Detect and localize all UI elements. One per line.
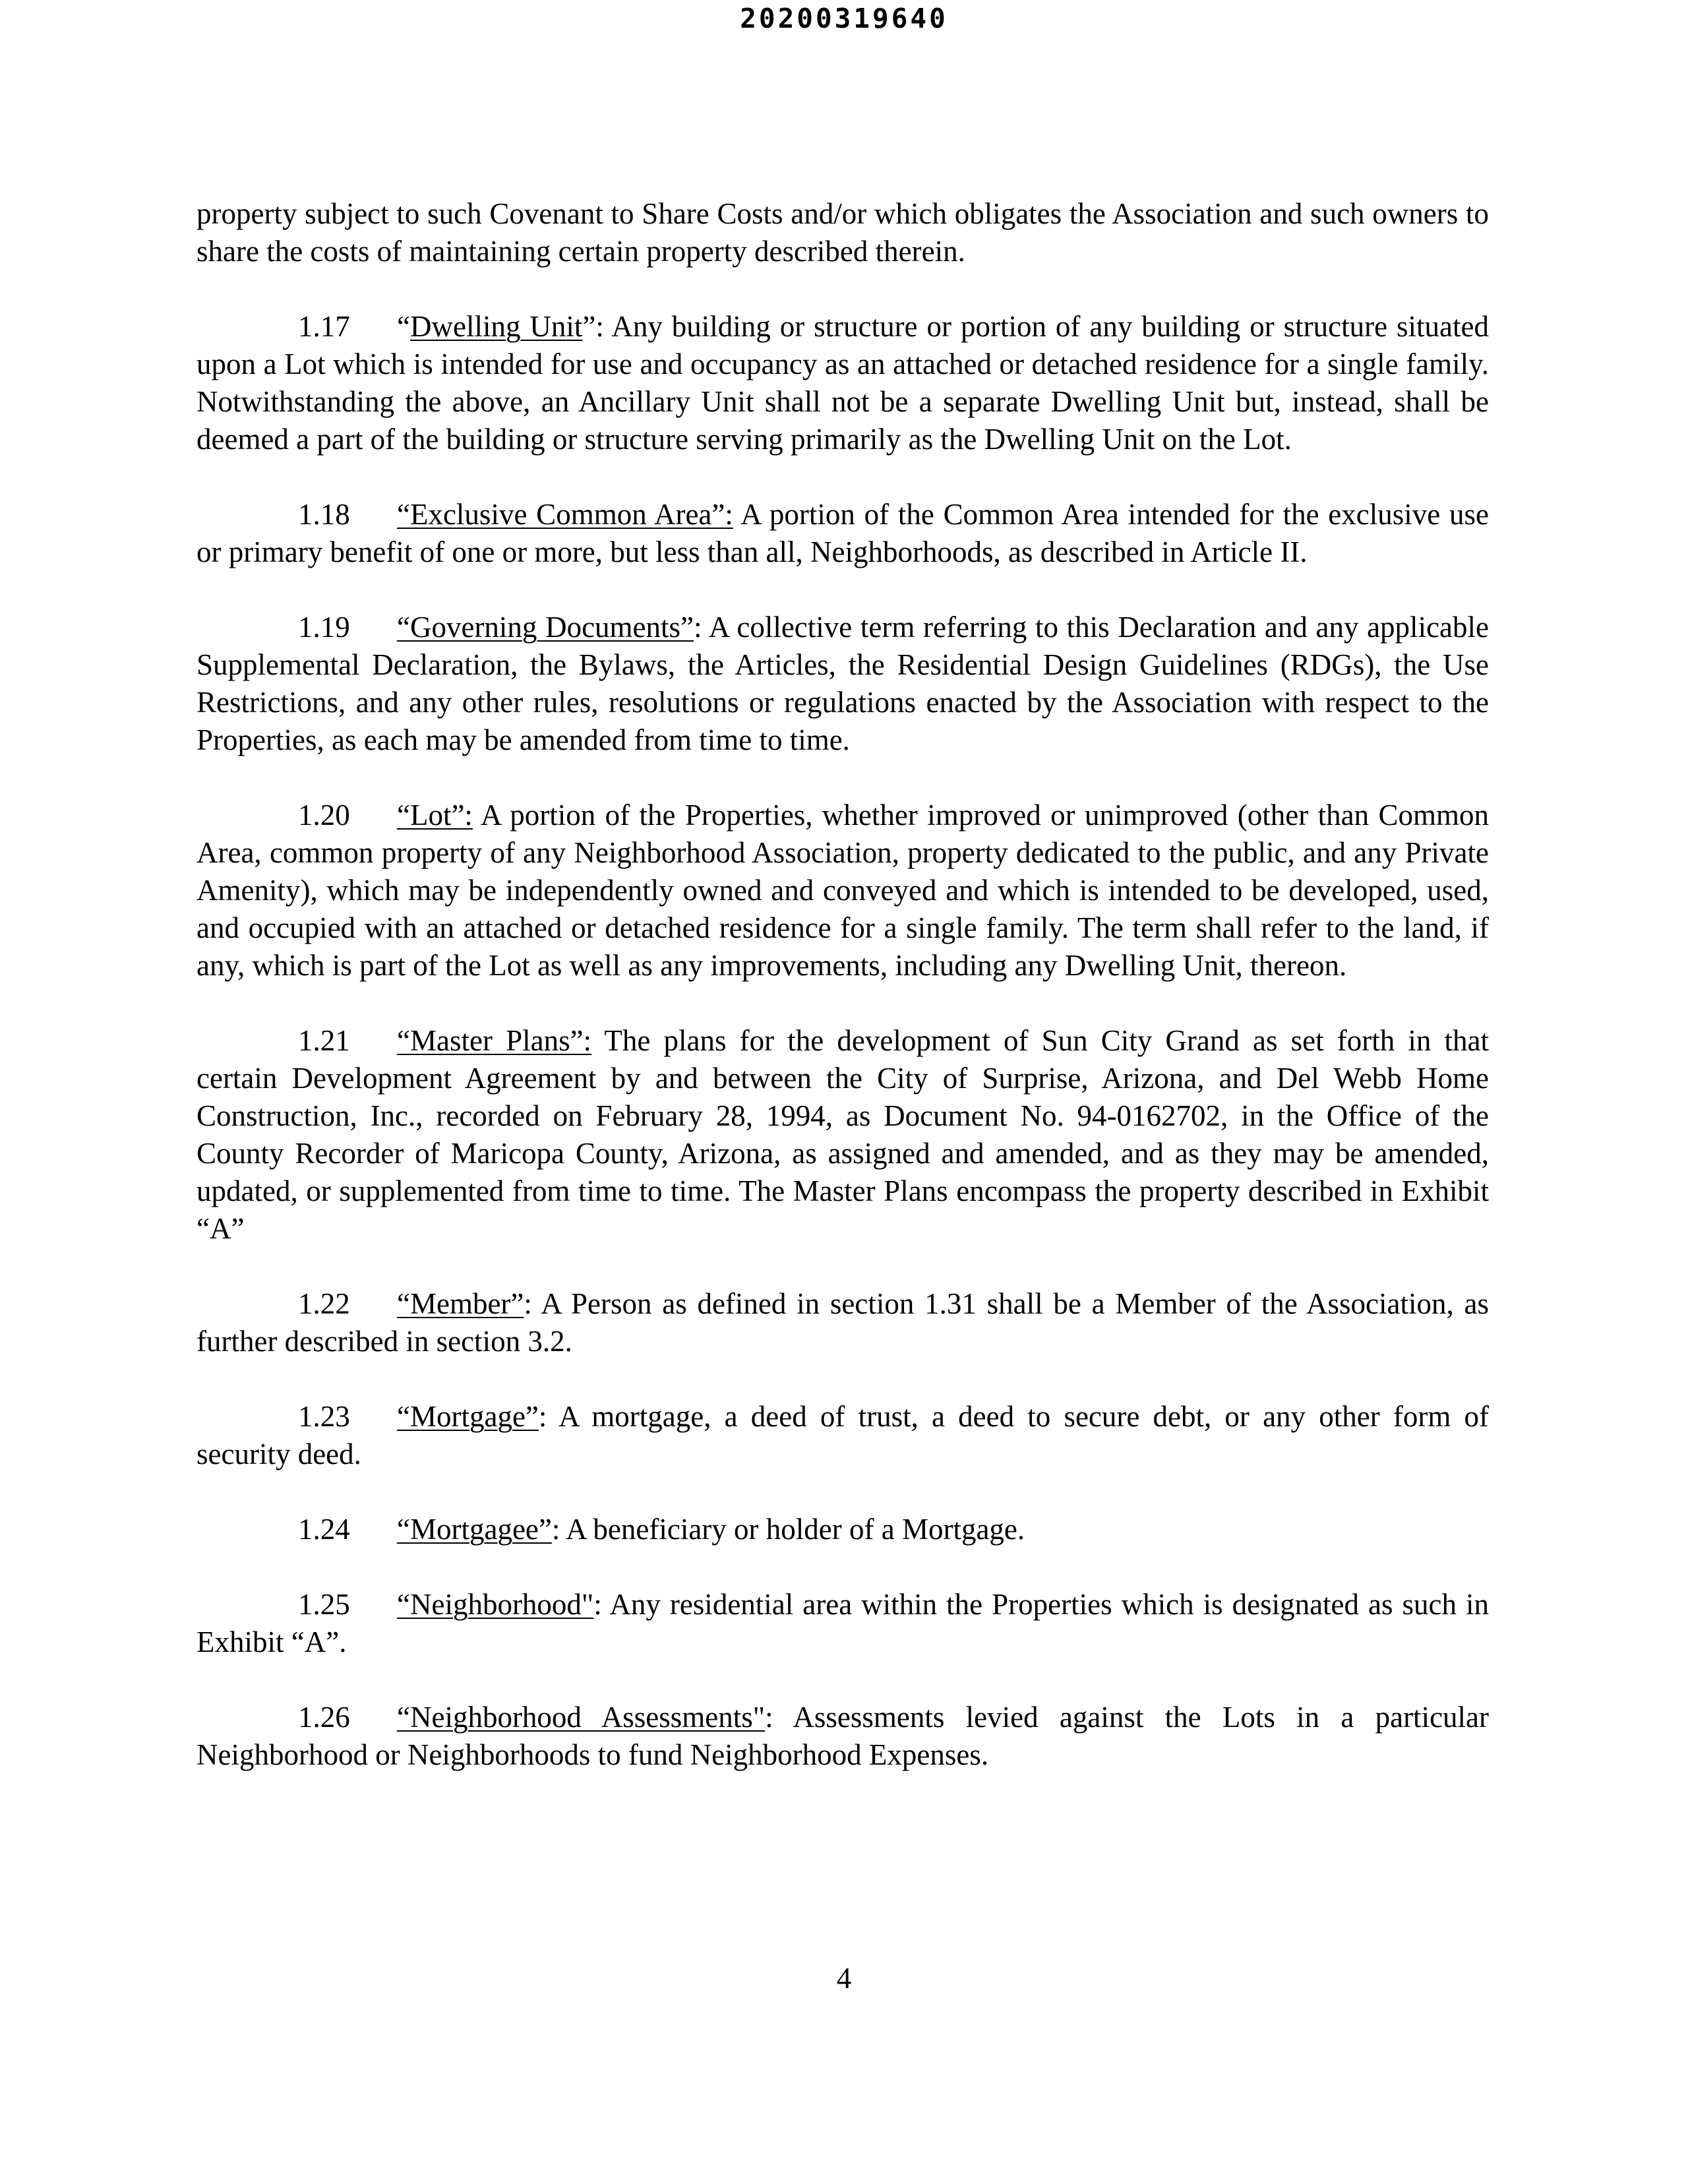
term-punctuation: : <box>524 1287 532 1320</box>
term-punctuation: : <box>765 1701 773 1734</box>
defined-term: “Neighborhood Assessments" <box>397 1701 766 1734</box>
intro-paragraph: property subject to such Covenant to Share Costs and/or which obligates the Association and such owners to share the costs of maintaining certain property described therein. <box>196 197 1489 268</box>
document-number: 20200319640 <box>740 3 948 34</box>
term-punctuation: : <box>694 611 702 644</box>
open-quote: “ <box>397 310 410 343</box>
section-number: 1.19 <box>298 611 350 644</box>
definition-1-19 <box>196 609 1489 759</box>
term-punctuation: ”: <box>582 310 604 343</box>
document-body <box>196 195 1489 1811</box>
definition-text: Any building or structure or portion of any building or structure situated upon a Lot which is intended for use and occupancy as an attached or detached residence for a single family. Notwithstanding the above, an Ancillary Unit shall not be a separate Dwelling Unit but, instead, shall be deemed a part of the building or structure serving primarily as the Dwelling Unit on the Lot. <box>196 310 1489 456</box>
definition-text: Any residential area within the Properties which is designated as such in Exhibit “A”. <box>196 1588 1489 1658</box>
defined-term: “Mortgagee” <box>397 1513 552 1546</box>
defined-term: “Neighborhood" <box>397 1588 594 1621</box>
defined-term: “Exclusive Common Area”: <box>397 498 733 531</box>
definition-1-23 <box>196 1398 1489 1473</box>
term-punctuation: : <box>593 1588 602 1621</box>
definition-text: A portion of the Common Area intended for the exclusive use or primary benefit of one or more, but less than all, Neighborhoods, as described in Article II. <box>196 498 1489 568</box>
definition-text: A portion of the Properties, whether improved or unimproved (other than Common Area, common property of any Neighborhood Association, property dedicated to the public, and any Private Amenity), which may be independently owned and conveyed and which is intended to be developed, used, and occupied with an attached or detached residence for a single family. The term shall refer to the land, if any, which is part of the Lot as well as any improvements, including any Dwelling Unit, thereon. <box>196 799 1489 982</box>
section-number: 1.17 <box>298 310 350 343</box>
definition-text: A collective term referring to this Declaration and any applicable Supplemental Declaration, the Bylaws, the Articles, the Residential Design Guidelines (RDGs), the Use Restrictions, and any other rules, resolutions or regulations enacted by the Association with respect to the Properties, as each may be amended from time to time. <box>196 611 1489 756</box>
section-number: 1.23 <box>298 1400 350 1433</box>
definition-text: Assessments levied against the Lots in a particular Neighborhood or Neighborhoods to fund Neighborhood Expenses. <box>196 1701 1489 1771</box>
definition-1-17 <box>196 308 1489 458</box>
defined-term: “Member” <box>397 1287 524 1320</box>
defined-term: “Master Plans”: <box>397 1024 592 1057</box>
definition-1-25 <box>196 1586 1489 1661</box>
definition-text: A beneficiary or holder of a Mortgage. <box>560 1513 1025 1546</box>
page-number: 4 <box>836 1962 852 1995</box>
definition-1-20 <box>196 797 1489 985</box>
defined-term: “Governing Documents” <box>397 611 694 644</box>
definition-text: The plans for the development of Sun City Grand as set forth in that certain Development Agreement by and between the City of Surprise, Arizona, and Del Webb Home Construction, Inc., recorded on February 28, 1994, as Document No. 94-0162702, in the Office of the County Recorder of Maricopa County, Arizona, as assigned and amended, and as they may be amended, updated, or supplemented from time to time. The Master Plans encompass the property described in Exhibit “A” <box>196 1024 1489 1245</box>
definition-text: A mortgage, a deed of trust, a deed to secure debt, or any other form of security deed. <box>196 1400 1489 1471</box>
section-number: 1.26 <box>298 1701 350 1734</box>
defined-term: Dwelling Unit <box>409 310 583 343</box>
section-number: 1.21 <box>298 1024 350 1057</box>
section-number: 1.18 <box>298 498 350 531</box>
definition-1-22 <box>196 1285 1489 1360</box>
definition-1-26 <box>196 1699 1489 1774</box>
definition-text: A Person as defined in section 1.31 shall be a Member of the Association, as further described in section 3.2. <box>196 1287 1489 1358</box>
defined-term: “Mortgage” <box>397 1400 539 1433</box>
definition-1-24 <box>196 1511 1489 1548</box>
section-number: 1.25 <box>298 1588 350 1621</box>
defined-term: “Lot”: <box>397 799 473 832</box>
section-number: 1.22 <box>298 1287 350 1320</box>
term-punctuation: : <box>551 1513 560 1546</box>
definition-1-21 <box>196 1022 1489 1248</box>
definition-1-18 <box>196 496 1489 571</box>
section-number: 1.24 <box>298 1513 350 1546</box>
section-number: 1.20 <box>298 799 350 832</box>
term-punctuation: : <box>538 1400 547 1433</box>
